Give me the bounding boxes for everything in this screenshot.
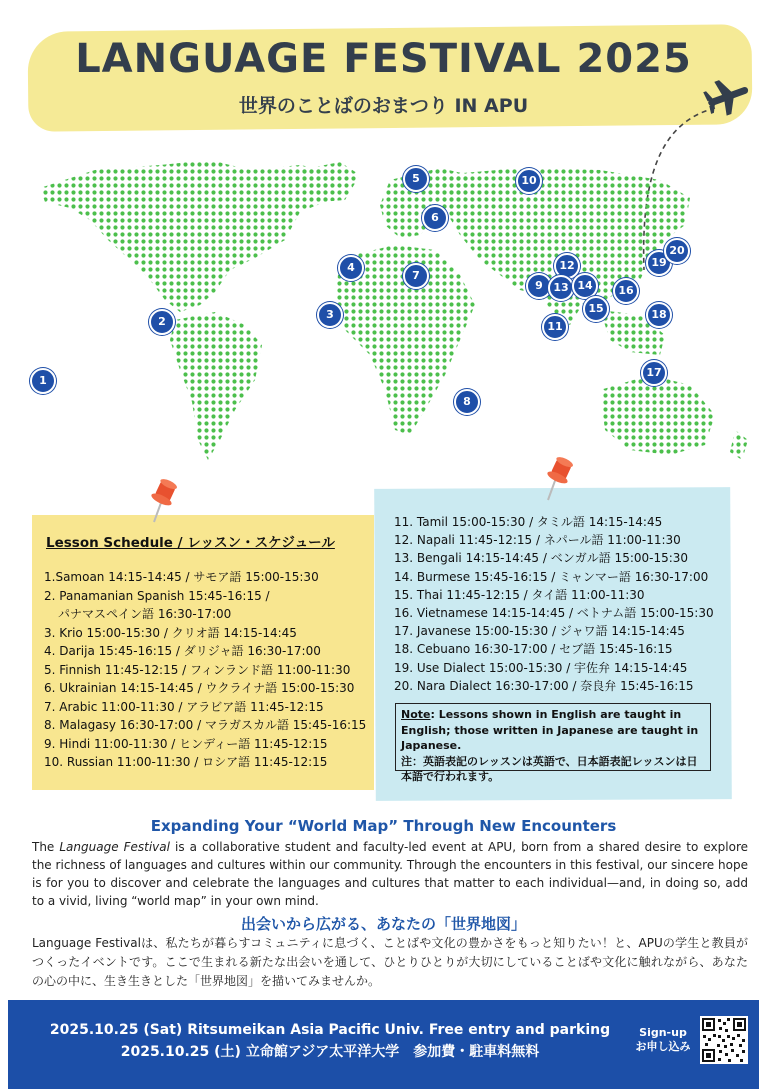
map-pin: 19 (646, 250, 672, 276)
english-paragraph-body: is a collaborative student and faculty-led event at APU, born from a shared desire to explore the richness of languages and cultures within our community. Through the encounters in this festival, our sincere hope is for you to discover and celebrate the languages and cultures that matter to each individual—and, in doing so, add to a vivid, living “world map” in your own mind. (32, 840, 748, 908)
japanese-paragraph: Language Festivalは、私たちが暮らすコミュニティに息づく、ことばや文化の豊かさをもっと知りたい！と、APUの学生と教員がつくったイベントです。ここで生まれる新たな出会いを通して、ひとりひとりが大切にしていることばや文化に触れながら、あなたの心の中に、生き生きとした「世界地図」を描いてみませんか。 (32, 936, 748, 988)
schedule-item: 16. Vietnamese 14:15-14:45 / ベトナム語 15:00-15:30 (394, 606, 714, 621)
australia (600, 375, 715, 455)
map-pin: 2 (149, 309, 175, 335)
schedule-item: 8. Malagasy 16:30-17:00 / マラガスカル語 15:45-16:15 (44, 718, 367, 732)
note-english: : Lessons shown in English are taught in English; those written in Japanese are taught in Japanese. (401, 708, 699, 752)
page-title: LANGUAGE FESTIVAL 2025 (75, 36, 692, 82)
south-america (170, 312, 262, 460)
map-pin: 17 (641, 360, 667, 386)
event-info-english: 2025.10.25 (Sat) Ritsumeikan Asia Pacific Univ. Free entry and parking (49, 1022, 611, 1038)
map-pin: 1 (30, 368, 56, 394)
schedule-item: 17. Javanese 15:00-15:30 / ジャワ語 14:15-14:45 (394, 624, 685, 639)
qr-code[interactable] (700, 1016, 748, 1064)
map-pin: 5 (403, 166, 429, 192)
schedule-item: 3. Krio 15:00-15:30 / クリオ語 14:15-14:45 (44, 625, 297, 640)
schedule-heading: Lesson Schedule / レッスン・スケジュール (46, 535, 335, 551)
signup-label[interactable] (628, 1026, 698, 1054)
schedule-list-right (394, 513, 734, 695)
schedule-item: 7. Arabic 11:00-11:30 / アラビア語 11:45-12:15 (44, 699, 324, 714)
schedule-item: 6. Ukrainian 14:15-14:45 / ウクライナ語 15:00-15:30 (44, 681, 355, 695)
schedule-item: 15. Thai 11:45-12:15 / タイ語 11:00-11:30 (394, 587, 645, 602)
map-pin: 13 (548, 275, 574, 301)
schedule-item: パナマスペイン語 16:30-17:00 (58, 607, 232, 621)
festival-name: Language Festival (59, 840, 170, 854)
map-pin: 16 (613, 278, 639, 304)
map-pin: 18 (646, 302, 672, 328)
map-pin: 15 (583, 296, 609, 322)
asia (440, 168, 690, 325)
schedule-item: 11. Tamil 15:00-15:30 / タミル語 14:15-14:45 (394, 515, 663, 529)
english-paragraph-pre: The (32, 840, 60, 854)
schedule-item: 4. Darija 15:45-16:15 / ダリジャ語 16:30-17:00 (44, 644, 321, 658)
pushpin-icon (538, 456, 574, 502)
english-section-title: Expanding Your “World Map” Through New Encounters (150, 817, 617, 835)
schedule-item: 2. Panamanian Spanish 15:45-16:15 / (44, 588, 270, 603)
schedule-list-left (44, 568, 374, 772)
english-paragraph (32, 838, 748, 910)
japanese-section-title: 出会いから広がる、あなたの「世界地図」 (240, 915, 526, 933)
schedule-item: 14. Burmese 15:45-16:15 / ミャンマー語 16:30-17:00 (394, 569, 709, 584)
map-pin: 8 (454, 389, 480, 415)
event-info-japanese: 2025.10.25 (土) 立命館アジア太平洋大学 参加費・駐車料無料 (120, 1044, 540, 1060)
map-pin: 3 (317, 302, 343, 328)
map-pin: 6 (422, 205, 448, 231)
schedule-item: 5. Finnish 11:45-12:15 / フィンランド語 11:00-11:30 (44, 662, 351, 677)
map-pin: 7 (403, 263, 429, 289)
map-pin: 20 (664, 238, 690, 264)
map-pin: 14 (572, 273, 598, 299)
signup-english: Sign-up (639, 1026, 687, 1039)
schedule-item: 20. Nara Dialect 16:30-17:00 / 奈良弁 15:45-16:15 (394, 678, 694, 693)
schedule-item: 19. Use Dialect 15:00-15:30 / 宇佐弁 14:15-14:45 (394, 660, 688, 675)
pushpin-icon (142, 478, 178, 524)
north-america (40, 160, 335, 312)
note-japanese: 注：英語表記のレッスンは英語で、日本語表記レッスンは日本語で行われます。 (401, 754, 698, 783)
schedule-item: 9. Hindi 11:00-11:30 / ヒンディー語 11:45-12:15 (44, 736, 328, 751)
signup-japanese: お申し込み (635, 1040, 691, 1053)
map-pin: 10 (516, 168, 542, 194)
schedule-item: 1.Samoan 14:15-14:45 / サモア語 15:00-15:30 (44, 570, 319, 584)
airplane-icon (703, 76, 753, 116)
map-pin: 9 (526, 273, 552, 299)
new-zealand (730, 430, 748, 460)
schedule-item: 10. Russian 11:00-11:30 / ロシア語 11:45-12:15 (44, 755, 328, 769)
schedule-item: 13. Bengali 14:15-14:45 / ベンガル語 15:00-15:30 (394, 551, 689, 566)
schedule-item: 12. Napali 11:45-12:15 / ネパール語 11:00-11:30 (394, 533, 681, 548)
note-label: Note (401, 708, 431, 721)
schedule-item: 18. Cebuano 16:30-17:00 / セブ語 15:45-16:15 (394, 642, 673, 657)
page-subtitle: 世界のことばのおまつり IN APU (238, 95, 529, 117)
map-pin: 12 (554, 253, 580, 279)
map-pin: 4 (338, 255, 364, 281)
note-box (395, 703, 711, 783)
map-pin: 11 (542, 314, 568, 340)
